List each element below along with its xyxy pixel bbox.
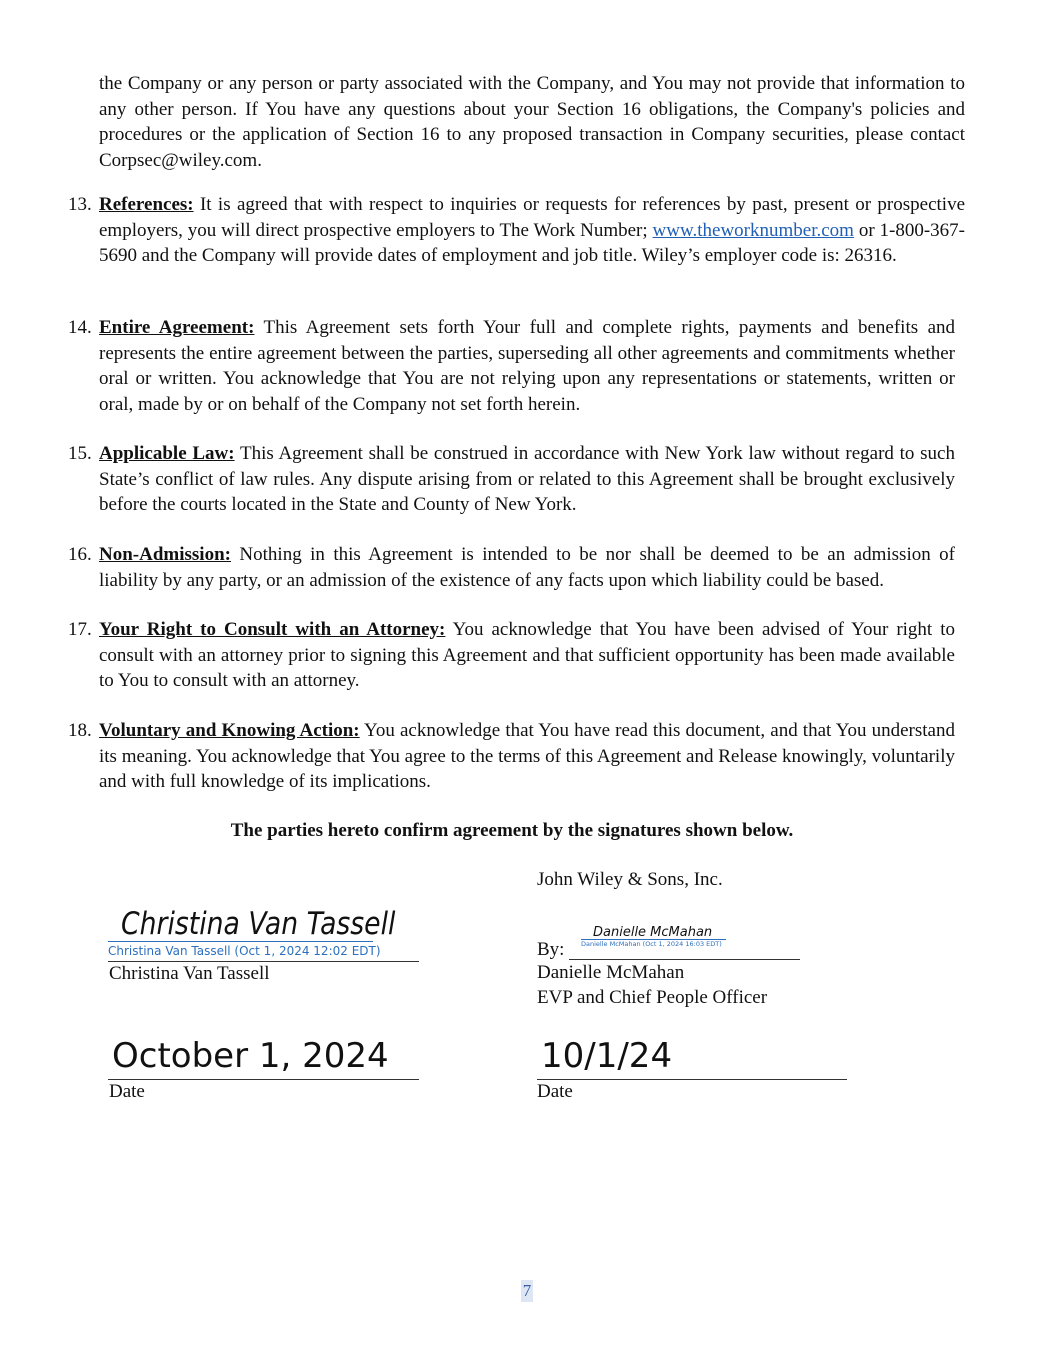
section-text: It is agreed that with respect to inquiries or requests for references by past, present or prospective employers, you will direct prospective employers to The Work Number; <box>99 194 965 241</box>
company-esign-caption: Danielle McMahan (Oct 1, 2024 16:03 EDT) <box>581 940 722 948</box>
work-number-link[interactable]: www.theworknumber.com <box>652 219 854 241</box>
section-number: 15. <box>68 443 92 464</box>
section-body <box>99 315 955 417</box>
section-text: You acknowledge that You have read this document, and that You understand its meaning. You acknowledge that You agree to the terms of this Agreement and Release knowingly, voluntarily and with full knowledge of its implications. <box>99 720 955 792</box>
company-name: John Wiley & Sons, Inc. <box>537 869 723 890</box>
section-number: 18. <box>68 720 92 741</box>
section-number: 17. <box>68 619 92 640</box>
employee-date-label: Date <box>109 1081 145 1102</box>
employee-date-value: October 1, 2024 <box>112 1036 389 1076</box>
section-text: You acknowledge that You have been advised of Your right to consult with an attorney prior to signing this Agreement and that sufficient opportunity has been made available to You to consult with an attorney. <box>99 619 955 691</box>
employee-signature: Christina Van Tassell <box>121 906 396 942</box>
by-label: By: <box>537 939 565 960</box>
section-text: This Agreement sets forth Your full and complete rights, payments and benefits and represents the entire agreement between the parties, superseding all other agreements and commitments whether oral or written. You acknowledge that You are not relying upon any representations or statements, written or oral, made by or on behalf of the Company not set forth herein. <box>99 317 956 415</box>
employee-esign-caption: Christina Van Tassell (Oct 1, 2024 12:02 EDT) <box>108 944 381 958</box>
section-heading: Non-Admission: <box>99 544 231 565</box>
section-heading: Entire Agreement: <box>99 317 255 338</box>
section-heading: Your Right to Consult with an Attorney: <box>99 619 446 640</box>
section-number: 14. <box>68 317 92 338</box>
intro-paragraph: the Company or any person or party associated with the Company, and You may not provide that information to any other person. If You have any questions about your Section 16 obligations, the Company's policies and procedures or the application of Section 16 to any proposed transaction in Company securities, please contact Corpsec@wiley.com. <box>99 73 965 171</box>
company-date-label: Date <box>537 1081 573 1102</box>
section-heading: References: <box>99 194 194 215</box>
section-text-continued: or 1-800-367-5690 and the Company will provide dates of employment and job title. Wiley’s employer code is: 26316. <box>99 219 966 266</box>
company-signer-name: Danielle McMahan <box>537 962 685 983</box>
employee-signature-underline <box>108 941 373 942</box>
company-signature: Danielle McMahan <box>593 925 713 940</box>
section-body <box>99 441 955 518</box>
company-signer-title: EVP and Chief People Officer <box>537 987 768 1008</box>
section-heading: Voluntary and Knowing Action: <box>99 720 360 741</box>
section-body <box>99 192 965 269</box>
section-heading: Applicable Law: <box>99 443 235 464</box>
section-number: 16. <box>68 544 92 565</box>
employee-printed-name: Christina Van Tassell <box>109 963 270 984</box>
company-date-value: 10/1/24 <box>541 1036 673 1076</box>
employee-date-line <box>108 1079 419 1080</box>
closing-statement: The parties hereto confirm agreement by the signatures shown below. <box>230 820 794 841</box>
section-body <box>99 718 955 795</box>
section-text: Nothing in this Agreement is intended to be nor shall be deemed to be an admission of liability by any party, or an admission of the existence of any facts upon which liability could be based. <box>99 544 955 591</box>
page-number: 7 <box>522 1281 532 1300</box>
section-body <box>99 617 955 694</box>
section-text: This Agreement shall be construed in accordance with New York law without regard to such State’s conflict of law rules. Any dispute arising from or related to this Agreement shall be brought exclusively before the courts located in the State and County of New York. <box>99 443 955 515</box>
section-number: 13. <box>68 194 92 215</box>
company-date-line <box>537 1079 847 1080</box>
section-body <box>99 542 955 593</box>
